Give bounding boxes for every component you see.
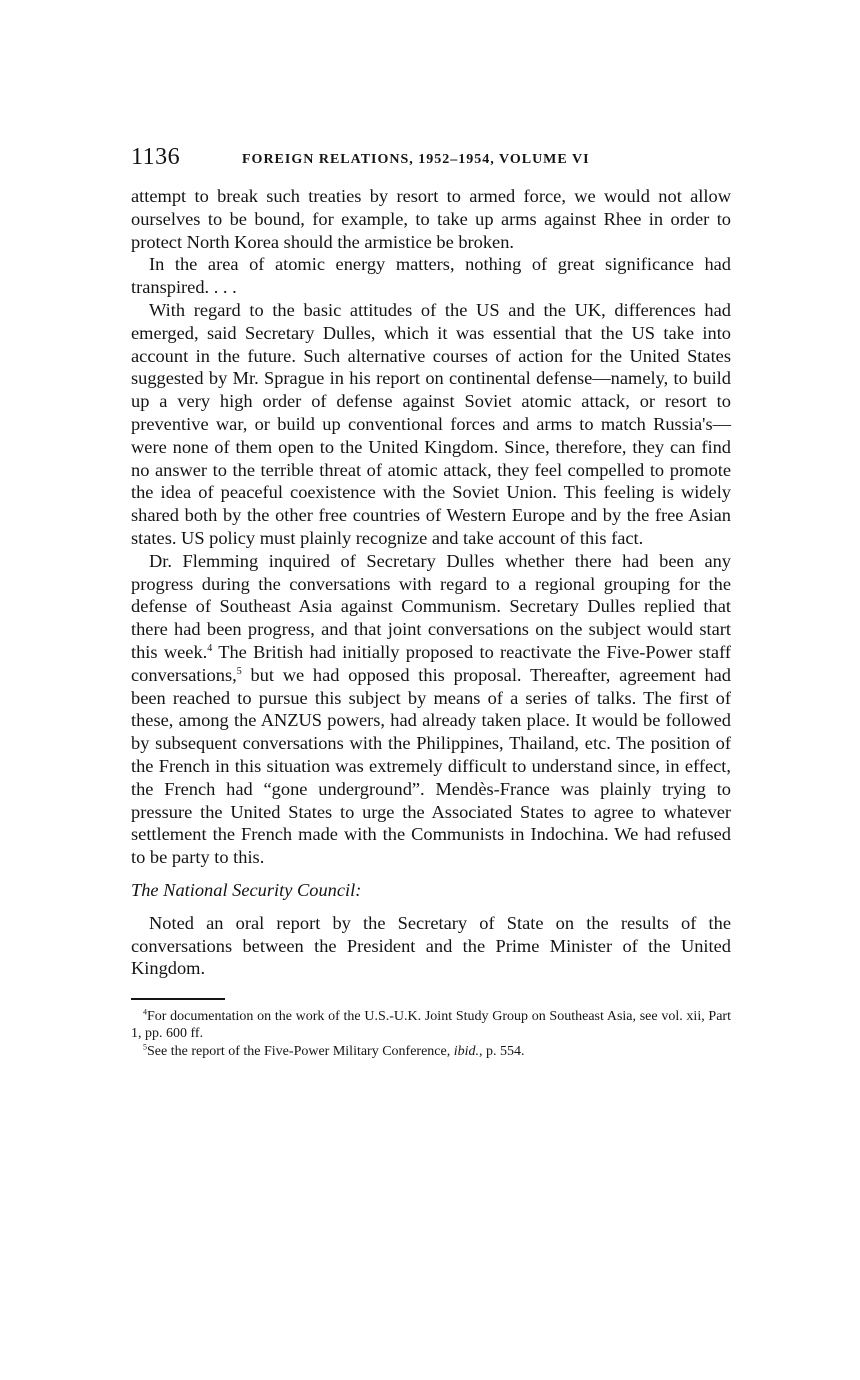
- section-heading: The National Security Council:: [131, 879, 362, 900]
- footnote-5: [131, 1043, 731, 1061]
- paragraph-continuation: attempt to break such treaties by resort to armed force, we would not allow ourselves to be bound, for example, to take up arms against Rhee in order to protect North Korea should the armistice be broken.: [131, 186, 731, 252]
- council-decision: Noted an oral report by the Secretary of State on the results of the conversations between the President and the Prime Minister of the United Kingdom.: [131, 912, 731, 979]
- footnote-5-ibid: ibid.: [453, 1043, 480, 1059]
- running-title: FOREIGN RELATIONS, 1952–1954, VOLUME VI: [242, 152, 590, 167]
- footnote-4-text: For documentation on the work of the U.S.-U.K. Joint Study Group on Southeast Asia, see vol. xii, Part 1, pp. 600 ff.: [131, 1008, 731, 1042]
- paragraph-southeast-asia-part1: Dr. Flemming inquired of Secretary Dulles whether there had been any progress during the conversations with regard to a regional grouping for the defense of Southeast Asia against Communism. Secretary Dulles replied that there had been progress, and that joint conversations on the subject would start this week.: [131, 550, 731, 662]
- paragraph-atomic-energy: In the area of atomic energy matters, nothing of great significance had transpired. . . .: [131, 254, 731, 298]
- paragraph-us-uk-attitudes: With regard to the basic attitudes of the US and the UK, differences had emerged, said Secretary Dulles, which it was essential that the US take into account in the future. Such alternative courses of action for the United States suggested by Mr. Sprague in his report on continental defense—namely, to build up a very high order of defense against Soviet atomic attack, or resort to preventive war, or build up conventional forces and arms to match Russia's—were none of them open to the United Kingdom. Since, therefore, they can find no answer to the terrible threat of atomic attack, they feel compelled to promote the idea of peaceful coexistence with the Soviet Union. This feeling is widely shared both by the other free countries of Western Europe and by the free Asian states. US policy must plainly recognize and take account of this fact.: [131, 299, 731, 548]
- footnote-5-text-after: , p. 554.: [479, 1043, 525, 1059]
- running-header: [131, 143, 731, 173]
- footnote-marker-4: 4: [143, 1006, 147, 1016]
- footnotes: [131, 1008, 731, 1061]
- footnote-5-text-before: See the report of the Five-Power Military Conference,: [147, 1043, 454, 1059]
- paragraph-southeast-asia-part3: but we had opposed this proposal. Thereafter, agreement had been reached to pursue this subject by means of a series of talks. The first of these, among the ANZUS powers, had already taken place. It would be followed by subsequent conversations with the Philippines, Thailand, etc. The position of the French in this situation was extremely difficult to understand since, in effect, the French had “gone underground”. Mendès-France was plainly trying to pressure the United States to urge the Associated States to agree to whatever settlement the French made with the Communists in Indochina. We had refused to be party to this.: [131, 664, 731, 868]
- document-page: [131, 143, 731, 1060]
- footnote-ref-5[interactable]: 5: [236, 665, 242, 677]
- page-number: 1136: [131, 144, 181, 170]
- footnote-ref-4[interactable]: 4: [207, 642, 213, 654]
- paragraph-southeast-asia: [131, 550, 731, 869]
- footnote-4: [131, 1008, 731, 1043]
- footnote-divider: [131, 998, 225, 1000]
- paragraph-southeast-asia-part2: The British had initially proposed to reactivate the Five-Power staff conversations,: [131, 641, 731, 685]
- footnote-marker-5: 5: [143, 1041, 147, 1051]
- body-text: [131, 185, 731, 980]
